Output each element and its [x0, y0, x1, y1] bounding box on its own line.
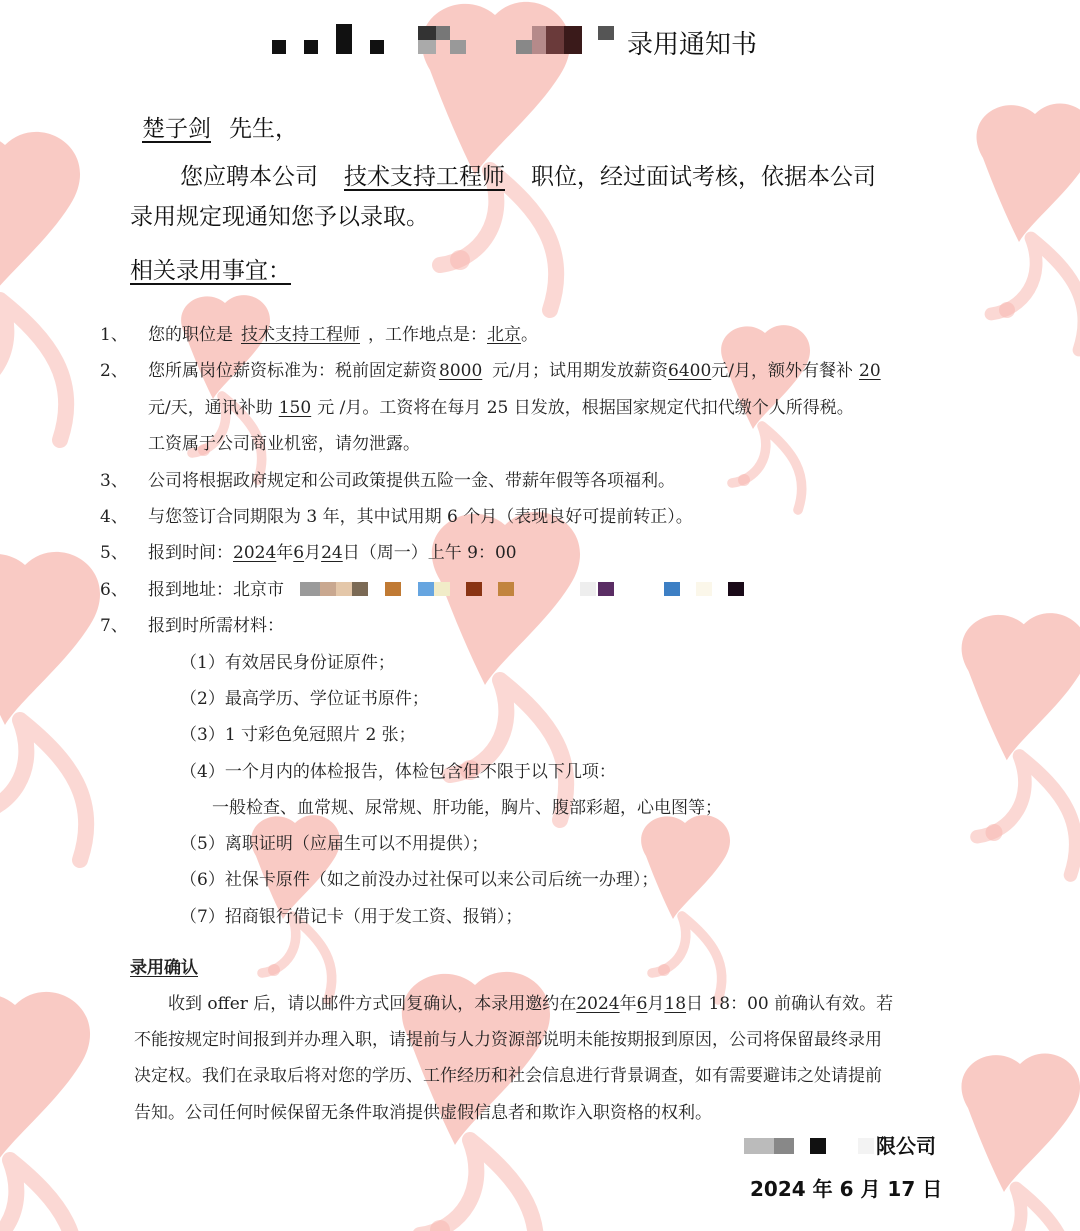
work-city: 北京	[487, 325, 521, 345]
confirm-line-3: 决定权。我们在录取后将对您的学历、工作经历和社会信息进行背景调查，如有需要避讳之处请提前	[134, 1066, 882, 1086]
confirm-day: 18	[664, 994, 687, 1014]
material-item: （6）社保卡原件（如之前没办过社保可以来公司后统一办理）；	[180, 870, 659, 890]
intro-line-1: 您应聘本公司 技术支持工程师 职位，经过面试考核，依据本公司	[180, 164, 876, 190]
material-item: （2）最高学历、学位证书原件；	[180, 689, 429, 709]
report-month: 6	[293, 543, 305, 563]
letter-title-row	[0, 22, 1080, 62]
report-day: 24	[321, 543, 343, 563]
base-salary: 8000	[439, 361, 483, 381]
list-item-3: 3、 公司将根据政府规定和公司政策提供五险一金、带薪年假等各项福利。	[100, 471, 675, 491]
confirm-year: 2024	[576, 994, 620, 1014]
probation-salary: 6400	[668, 361, 712, 381]
list-item-7: 7、 报到时所需材料：	[100, 616, 284, 636]
material-item-detail: 一般检查、血常规、尿常规、肝功能，胸片、腹部彩超，心电图等；	[212, 798, 722, 818]
list-item-1: 1、 您的职位是 技术支持工程师 ，工作地点是：北京。	[100, 325, 538, 345]
intro-line-2: 录用规定现通知您予以录取。	[130, 204, 429, 230]
intro-position: 技术支持工程师	[344, 164, 505, 190]
material-item: （7）招商银行借记卡（用于发工资、报销）；	[180, 907, 523, 927]
list-item-6: 6、 报到地址：北京市	[100, 580, 284, 600]
comm-allowance: 150	[278, 398, 312, 418]
section-heading: 相关录用事宜：	[130, 258, 291, 284]
item1-position: 技术支持工程师	[241, 325, 360, 345]
confirm-month: 6	[636, 994, 648, 1014]
confirm-line-4: 告知。公司任何时候保留无条件取消提供虚假信息者和欺诈入职资格的权利。	[134, 1103, 712, 1123]
list-item-2-line-3: 工资属于公司商业机密，请勿泄露。	[148, 434, 420, 454]
report-year: 2024	[233, 543, 277, 563]
signature-date: 2024 年 6 月 17 日	[750, 1177, 943, 1201]
list-item-2-line-2: 元/天，通讯补助 150 元 /月。工资将在每月 25 日发放，根据国家规定代扣代缴个人所得税。	[148, 398, 854, 418]
material-item: （4）一个月内的体检报告，体检包含但不限于以下几项：	[180, 762, 616, 782]
letter-title: 录用通知书	[627, 30, 758, 60]
candidate-name: 楚子剑	[142, 116, 211, 142]
material-item: （5）离职证明（应届生可以不用提供）；	[180, 834, 489, 854]
meal-allowance: 20	[859, 361, 881, 381]
confirm-heading: 录用确认	[130, 958, 198, 978]
confirm-line-2: 不能按规定时间报到并办理入职，请提前与人力资源部说明未能按期报到原因，公司将保留最终录用	[134, 1030, 882, 1050]
material-item: （3）1 寸彩色免冠照片 2 张；	[180, 725, 416, 745]
greeting	[130, 110, 298, 143]
list-item-5: 5、 报到时间：2024年6月24日（周一）上午 9：00	[100, 543, 517, 563]
confirm-line-1: 收到 offer 后，请以邮件方式回复确认，本录用邀约在2024年6月18日 18：00 前确认有效。若	[168, 994, 894, 1014]
list-item-4: 4、 与您签订合同期限为 3 年，其中试用期 6 个月（表现良好可提前转正）。	[100, 507, 693, 527]
greeting-suffix: 先生，	[229, 116, 298, 142]
signature-company: 限公司	[876, 1134, 936, 1158]
material-item: （1）有效居民身份证原件；	[180, 653, 395, 673]
list-item-2: 2、 您所属岗位薪资标准为：税前固定薪资 8000 元/月；试用期发放薪资6400元/月，额外有餐补 20	[100, 361, 881, 381]
